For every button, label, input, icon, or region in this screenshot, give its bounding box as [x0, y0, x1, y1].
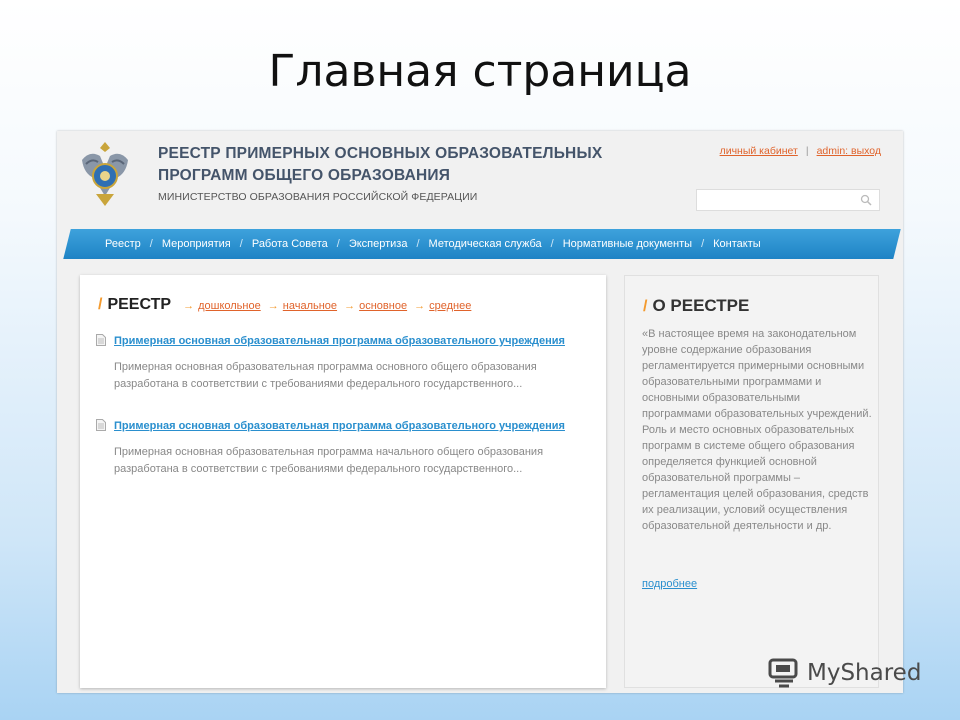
nav-menu — [105, 229, 761, 259]
nav-separator: / — [149, 238, 153, 250]
list-item — [96, 333, 586, 393]
watermark — [767, 657, 921, 689]
emblem-icon — [76, 138, 134, 212]
about-heading — [643, 296, 749, 316]
registry-title: РЕЕСТР — [107, 296, 172, 313]
program-link[interactable]: Примерная основная образовательная программа образовательного учреждения — [114, 420, 565, 432]
website-screenshot — [57, 131, 903, 693]
document-icon — [96, 419, 106, 431]
filter-preschool[interactable]: дошкольное — [198, 300, 261, 312]
education-level-filters — [179, 300, 471, 312]
registry-panel — [80, 275, 606, 688]
arrow-icon: → — [267, 300, 279, 312]
list-item — [96, 418, 586, 478]
heading-slash: / — [643, 298, 648, 315]
search-icon[interactable] — [860, 194, 872, 206]
filter-primary[interactable]: начальное — [282, 300, 338, 312]
registry-heading — [98, 296, 471, 314]
user-links — [720, 145, 881, 157]
site-header — [57, 131, 903, 227]
program-description: Примерная основная образовательная программа основного общего образования разработана в соответствии с требованиями федерального государственного... — [114, 361, 537, 390]
read-more-link[interactable]: подробнее — [642, 578, 698, 590]
filter-secondary[interactable]: среднее — [429, 300, 472, 312]
nav-item-registry[interactable]: Реестр — [105, 238, 141, 250]
logout-link[interactable]: admin: выход — [816, 145, 881, 157]
nav-item-council[interactable]: Работа Совета — [251, 238, 328, 250]
personal-cabinet-link[interactable]: личный кабинет — [719, 145, 798, 157]
site-title-line1: РЕЕСТР ПРИМЕРНЫХ ОСНОВНЫХ ОБРАЗОВАТЕЛЬНЫХ — [158, 145, 603, 162]
nav-item-regulations[interactable]: Нормативные документы — [562, 238, 693, 250]
filter-basic[interactable]: основное — [359, 300, 408, 312]
myshared-logo-icon — [767, 657, 801, 689]
arrow-icon: → — [414, 300, 426, 312]
link-separator: | — [805, 145, 809, 157]
program-description: Примерная основная образовательная программа начального общего образования разработана в соответствии с требованиями федерального государственного... — [114, 446, 544, 475]
nav-item-expertise[interactable]: Экспертиза — [348, 238, 408, 250]
about-text: «В настоящее время на законодательном уровне содержание образования регламентируется примерными основными образовательными программами и основными образовательными программами образовательных учреждений. Роль и место основных образовательных программ в системе общего образования определяется функцией основной образовательной программы – регламентация целей образования, средств их реализации, условий осуществления образовательной деятельности и др. — [642, 328, 872, 532]
document-icon — [96, 334, 106, 346]
nav-separator: / — [416, 238, 420, 250]
search-input[interactable] — [696, 189, 880, 211]
nav-separator: / — [701, 238, 705, 250]
nav-item-events[interactable]: Мероприятия — [161, 238, 231, 250]
nav-item-contacts[interactable]: Контакты — [713, 238, 761, 250]
program-link[interactable]: Примерная основная образовательная программа образовательного учреждения — [114, 335, 565, 347]
heading-slash: / — [98, 296, 103, 313]
nav-separator: / — [550, 238, 554, 250]
site-title[interactable] — [158, 143, 658, 187]
watermark-text: MyShared — [807, 660, 922, 686]
about-panel — [624, 275, 879, 688]
arrow-icon: → — [344, 300, 356, 312]
slide-title: Главная страница — [268, 46, 692, 97]
site-title-line2: ПРОГРАММ ОБЩЕГО ОБРАЗОВАНИЯ — [158, 167, 451, 184]
nav-item-methodical[interactable]: Методическая служба — [428, 238, 542, 250]
nav-separator: / — [336, 238, 340, 250]
arrow-icon: → — [183, 300, 195, 312]
nav-separator: / — [239, 238, 243, 250]
ministry-subtitle: МИНИСТЕРСТВО ОБРАЗОВАНИЯ РОССИЙСКОЙ ФЕДЕРАЦИИ — [158, 191, 478, 203]
about-title: О РЕЕСТРЕ — [652, 296, 750, 315]
